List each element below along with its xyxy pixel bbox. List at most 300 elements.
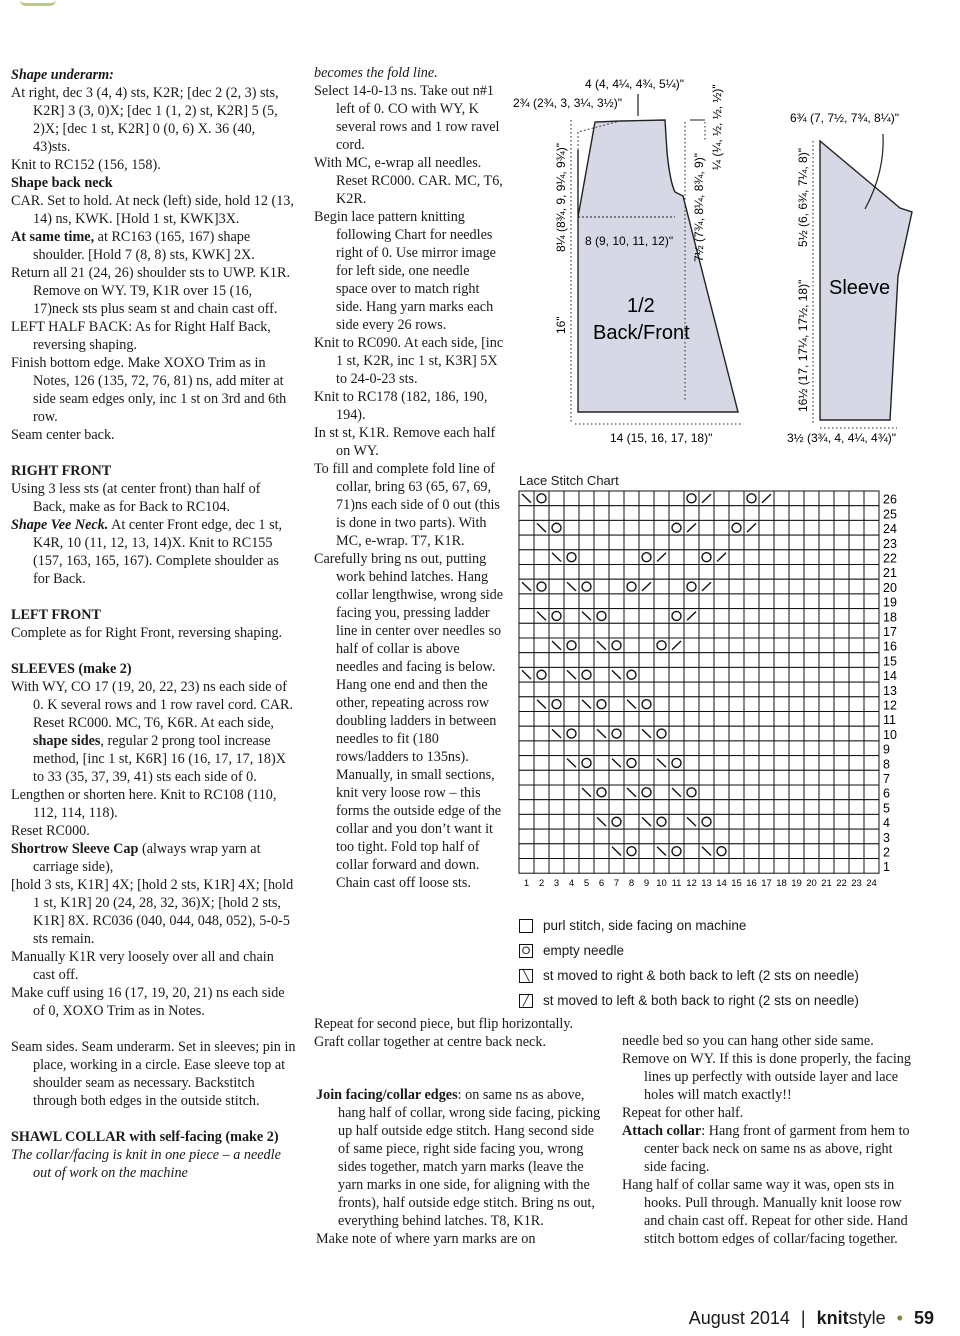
paragraph-text: Begin lace pattern knitting following Chart for needles right of 0. Use mirror image for left side, one needle space over to match right side. Hang yarn marks each side every 26 rows. <box>314 209 496 333</box>
chart-cell <box>789 800 804 815</box>
chart-cell <box>774 814 789 829</box>
col-number: 8 <box>628 878 635 890</box>
chart-cell <box>819 770 834 785</box>
chart-cell <box>744 638 759 653</box>
chart-cell <box>624 520 639 535</box>
chart-cell <box>699 741 714 756</box>
chart-cell <box>684 506 699 521</box>
chart-cell <box>819 535 834 550</box>
chart-cell <box>834 756 849 771</box>
chart-cell <box>579 506 594 521</box>
col-number: 21 <box>821 878 832 890</box>
chart-cell <box>834 682 849 697</box>
chart-cell <box>699 785 714 800</box>
row-number: 12 <box>883 698 897 713</box>
col-number: 1 <box>523 878 530 890</box>
chart-cell <box>804 579 819 594</box>
chart-cell <box>654 682 669 697</box>
chart-cell <box>594 770 609 785</box>
chart-cell <box>849 726 864 741</box>
row-number: 4 <box>883 816 890 831</box>
chart-cell <box>594 594 609 609</box>
row-number: 16 <box>883 639 897 654</box>
brand-bold: knit <box>816 1308 849 1328</box>
paragraph-text: Lengthen or shorten here. Knit to RC108 (110, 112, 114, 118). <box>11 787 277 821</box>
chart-cell <box>744 785 759 800</box>
bold-italic-lead: Shape Vee Neck. <box>11 517 109 533</box>
chart-cell <box>609 579 624 594</box>
chart-cell <box>624 506 639 521</box>
chart-cell <box>759 726 774 741</box>
chart-cell <box>864 712 879 727</box>
chart-cell <box>819 859 834 874</box>
chart-cell <box>654 829 669 844</box>
col-number: 23 <box>851 878 862 890</box>
chart-cell <box>729 800 744 815</box>
chart-cell <box>549 814 564 829</box>
chart-cell <box>699 726 714 741</box>
page-number: 59 <box>913 1308 934 1328</box>
row-number: 11 <box>883 713 896 728</box>
chart-cell <box>579 800 594 815</box>
chart-cell <box>519 741 534 756</box>
chart-cell <box>849 579 864 594</box>
chart-cell <box>594 520 609 535</box>
chart-cell <box>729 712 744 727</box>
chart-cell <box>819 800 834 815</box>
chart-cell <box>534 682 549 697</box>
chart-cell <box>789 770 804 785</box>
chart-cell <box>849 638 864 653</box>
chart-cell <box>534 506 549 521</box>
chart-cell <box>669 491 684 506</box>
chart-cell <box>639 594 654 609</box>
chart-cell <box>684 859 699 874</box>
chart-cell <box>804 535 819 550</box>
chart-cell <box>564 712 579 727</box>
chart-cell <box>534 785 549 800</box>
empty-needle-icon: O <box>519 944 533 958</box>
paragraph-text: With MC, e-wrap all needles. Reset RC000. CAR. MC, T6, K2R. <box>314 155 503 207</box>
paragraph <box>314 64 504 82</box>
chart-cell <box>579 726 594 741</box>
chart-cell <box>654 565 669 580</box>
chart-cell <box>774 550 789 565</box>
chart-cell <box>534 726 549 741</box>
paragraph <box>622 1050 914 1104</box>
chart-cell <box>684 741 699 756</box>
chart-cell <box>549 579 564 594</box>
chart-cell <box>654 741 669 756</box>
chart-cell <box>729 579 744 594</box>
chart-cell <box>864 814 879 829</box>
chart-cell <box>594 579 609 594</box>
row-number: 5 <box>883 801 890 816</box>
chart-cell <box>624 609 639 624</box>
chart-cell <box>684 623 699 638</box>
chart-cell <box>804 638 819 653</box>
chart-cell <box>729 844 744 859</box>
chart-cell <box>804 814 819 829</box>
paragraph <box>11 1110 296 1128</box>
bold-lead: Shortrow Sleeve Cap <box>11 841 139 857</box>
chart-cell <box>714 506 729 521</box>
paragraph-text: Select 14-0-13 ns. Take out n#1 left of 0. CO with WY, K several rows and 1 row ravel cord. <box>314 83 500 153</box>
row-number: 15 <box>883 654 897 669</box>
chart-cell <box>549 859 564 874</box>
row-number: 6 <box>883 786 890 801</box>
text-column-2-continued <box>314 1015 604 1051</box>
chart-cell <box>519 712 534 727</box>
chart-cell <box>699 712 714 727</box>
chart-cell <box>819 829 834 844</box>
paragraph <box>11 984 296 1020</box>
col-number: 15 <box>731 878 742 890</box>
paragraph <box>11 462 296 480</box>
chart-cell <box>639 682 654 697</box>
col-number: 10 <box>656 878 667 890</box>
chart-cell <box>729 697 744 712</box>
col-number: 19 <box>791 878 802 890</box>
bold-inline: shape sides <box>33 733 101 749</box>
paragraph-text: Shape underarm: <box>11 67 114 83</box>
paragraph-text: Seam center back. <box>11 427 115 443</box>
chart-cell <box>834 550 849 565</box>
chart-cell <box>774 770 789 785</box>
chart-cell <box>789 682 804 697</box>
chart-cell <box>714 756 729 771</box>
paragraph <box>622 1176 914 1248</box>
chart-cell <box>609 800 624 815</box>
chart-cell <box>729 859 744 874</box>
chart-cell <box>594 550 609 565</box>
chart-cell <box>579 859 594 874</box>
chart-cell <box>819 638 834 653</box>
row-number: 25 <box>883 507 897 522</box>
chart-cell <box>519 565 534 580</box>
chart-cell <box>849 859 864 874</box>
chart-cell <box>534 814 549 829</box>
chart-cell <box>519 623 534 638</box>
chart-cell <box>624 550 639 565</box>
chart-cell <box>849 506 864 521</box>
chart-cell <box>849 682 864 697</box>
chart-cell <box>519 814 534 829</box>
chart-cell <box>564 506 579 521</box>
paragraph <box>11 588 296 606</box>
chart-cell <box>789 829 804 844</box>
chart-cell <box>774 741 789 756</box>
chart-cell <box>759 623 774 638</box>
paragraph <box>622 1122 914 1176</box>
paragraph <box>11 192 296 228</box>
paragraph-text: : Hang front of garment from hem to center back neck on same ns as above, right side facing. <box>644 1123 910 1175</box>
chart-cell <box>864 859 879 874</box>
chart-cell <box>549 506 564 521</box>
chart-cell <box>759 829 774 844</box>
chart-cell <box>669 859 684 874</box>
chart-cell <box>744 859 759 874</box>
paragraph <box>11 1128 296 1146</box>
chart-cell <box>849 653 864 668</box>
chart-cell <box>564 653 579 668</box>
chart-cell <box>759 741 774 756</box>
chart-cell <box>684 667 699 682</box>
paragraph <box>11 1146 296 1182</box>
chart-cell <box>549 682 564 697</box>
chart-cell <box>609 623 624 638</box>
paragraph <box>11 480 296 516</box>
chart-cell <box>669 741 684 756</box>
chart-cell <box>789 667 804 682</box>
chart-cell <box>744 623 759 638</box>
col-number: 24 <box>866 878 877 890</box>
chart-cell <box>789 785 804 800</box>
chart-cell <box>804 770 819 785</box>
chart-cell <box>534 859 549 874</box>
chart-cell <box>774 829 789 844</box>
chart-cell <box>819 491 834 506</box>
chart-cell <box>699 756 714 771</box>
chart-cell <box>849 829 864 844</box>
chart-cell <box>834 859 849 874</box>
chart-cell <box>714 594 729 609</box>
paragraph <box>314 334 504 388</box>
chart-cell <box>834 726 849 741</box>
paragraph-text: Repeat for other half. <box>622 1105 744 1121</box>
chart-cell <box>639 667 654 682</box>
chart-cell <box>729 594 744 609</box>
chart-cell <box>774 726 789 741</box>
chart-cell <box>579 535 594 550</box>
chart-cell <box>834 653 849 668</box>
chart-cell <box>819 609 834 624</box>
chart-cell <box>534 565 549 580</box>
chart-cell <box>624 814 639 829</box>
chart-cell <box>609 682 624 697</box>
chart-cell <box>669 712 684 727</box>
garment-schematics <box>505 62 955 462</box>
chart-cell <box>684 565 699 580</box>
paragraph <box>314 82 504 154</box>
chart-cell <box>849 844 864 859</box>
row-number: 22 <box>883 551 897 566</box>
chart-cell <box>789 579 804 594</box>
chart-cell <box>714 859 729 874</box>
chart-cell <box>714 697 729 712</box>
chart-cell <box>624 623 639 638</box>
chart-cell <box>624 726 639 741</box>
row-number: 24 <box>883 522 897 537</box>
chart-cell <box>654 712 669 727</box>
bold-lead: Attach collar <box>622 1123 702 1139</box>
paragraph <box>11 264 296 318</box>
row-number: 3 <box>883 830 890 845</box>
chart-cell <box>744 653 759 668</box>
chart-cell <box>789 520 804 535</box>
paragraph <box>314 208 504 334</box>
chart-cell <box>684 594 699 609</box>
paragraph-text: Complete as for Right Front, reversing shaping. <box>11 625 283 641</box>
chart-cell <box>849 756 864 771</box>
paragraph <box>11 174 296 192</box>
chart-cell <box>654 579 669 594</box>
chart-cell <box>864 638 879 653</box>
chart-cell <box>564 594 579 609</box>
chart-cell <box>564 697 579 712</box>
paragraph-text: Hang half of collar same way it was, open sts in hooks. Pull through. Manually knit loose row and chain cast off. Repeat for other side. Hand stitch bottom edges of collar/facing together. <box>622 1177 908 1247</box>
paragraph <box>11 1020 296 1038</box>
chart-cell <box>804 697 819 712</box>
chart-cell <box>654 594 669 609</box>
chart-cell <box>609 859 624 874</box>
chart-cell <box>729 491 744 506</box>
chart-cell <box>714 800 729 815</box>
row-number: 1 <box>883 860 890 875</box>
chart-cell <box>819 623 834 638</box>
chart-cell <box>519 800 534 815</box>
chart-cell <box>714 579 729 594</box>
chart-cell <box>864 697 879 712</box>
chart-cell <box>549 756 564 771</box>
chart-cell <box>804 859 819 874</box>
chart-cell <box>549 800 564 815</box>
chart-cell <box>834 814 849 829</box>
paragraph <box>11 84 296 156</box>
chart-cell <box>789 506 804 521</box>
chart-cell <box>594 844 609 859</box>
chart-cell <box>519 726 534 741</box>
legend-text: st moved to left & both back to right (2 sts on needle) <box>543 993 859 1008</box>
chart-cell <box>789 697 804 712</box>
paragraph <box>11 624 296 642</box>
chart-cell <box>864 844 879 859</box>
chart-cell <box>819 653 834 668</box>
chart-cell <box>864 770 879 785</box>
chart-cell <box>639 844 654 859</box>
chart-cell <box>849 697 864 712</box>
chart-cell <box>579 844 594 859</box>
chart-cell <box>849 770 864 785</box>
chart-cell <box>834 609 849 624</box>
chart-cell <box>594 623 609 638</box>
chart-cell <box>579 550 594 565</box>
chart-cell <box>564 800 579 815</box>
chart-cell <box>579 770 594 785</box>
col-number: 22 <box>836 878 847 890</box>
paragraph <box>11 66 296 84</box>
chart-cell <box>609 609 624 624</box>
chart-cell <box>519 506 534 521</box>
footer-bullet: • <box>896 1308 903 1328</box>
chart-cell <box>834 829 849 844</box>
paragraph-text: Using 3 less sts (at center front) than half of Back, make as for Back to RC104. <box>11 481 261 515</box>
chart-cell <box>624 535 639 550</box>
chart-cell <box>759 638 774 653</box>
chart-cell <box>624 859 639 874</box>
row-number: 13 <box>883 683 897 698</box>
chart-cell <box>804 520 819 535</box>
chart-cell <box>624 565 639 580</box>
paragraph <box>314 1015 604 1033</box>
paragraph <box>11 516 296 588</box>
chart-cell <box>579 814 594 829</box>
chart-cell <box>774 594 789 609</box>
chart-cell <box>579 682 594 697</box>
chart-cell <box>789 565 804 580</box>
chart-cell <box>729 653 744 668</box>
paragraph <box>314 1033 604 1051</box>
chart-cell <box>834 712 849 727</box>
paragraph-text: At right, dec 3 (4, 4) sts, K2R; [dec 2 (2, 3) sts, K2R] 3 (3, 0)X; [dec 1 (1, 2) st, K2R] 5 (5, 2)X; [dec 1 st, K2R] 0 (0, 6) X. 36 (40, 43)sts. <box>11 85 279 155</box>
paragraph-text: Finish bottom edge. Make XOXO Trim as in Notes, 126 (135, 72, 76, 81) ns, add miter at side seam edges only, inc 1 st on 3rd and 6th row. <box>11 355 287 425</box>
chart-cell <box>849 491 864 506</box>
chart-cell <box>744 579 759 594</box>
chart-cell <box>684 535 699 550</box>
chart-cell <box>594 800 609 815</box>
chart-cell <box>714 609 729 624</box>
col-number: 14 <box>716 878 727 890</box>
chart-cell <box>564 609 579 624</box>
chart-cell <box>684 638 699 653</box>
paragraph-text: Manually K1R very loosely over all and chain cast off. <box>11 949 274 983</box>
chart-cell <box>864 520 879 535</box>
chart-cell <box>789 594 804 609</box>
paragraph-text: LEFT HALF BACK: As for Right Half Back, reversing shaping. <box>11 319 271 353</box>
chart-cell <box>609 697 624 712</box>
chart-cell <box>819 741 834 756</box>
chart-cell <box>639 638 654 653</box>
col-number: 5 <box>583 878 590 890</box>
chart-cell <box>609 594 624 609</box>
chart-cell <box>759 506 774 521</box>
chart-cell <box>864 565 879 580</box>
chart-cell <box>534 844 549 859</box>
chart-cell <box>564 814 579 829</box>
row-number: 10 <box>883 727 897 742</box>
chart-cell <box>819 579 834 594</box>
chart-cell <box>534 623 549 638</box>
lace-chart-grid <box>518 490 938 900</box>
chart-cell <box>744 741 759 756</box>
chart-cell <box>699 829 714 844</box>
col-number: 7 <box>613 878 620 890</box>
chart-cell <box>789 712 804 727</box>
paragraph-text: Graft collar together at centre back neck. <box>314 1034 546 1050</box>
chart-cell <box>759 814 774 829</box>
chart-cell <box>549 565 564 580</box>
row-number: 14 <box>883 669 897 684</box>
chart-cell <box>699 623 714 638</box>
chart-cell <box>819 756 834 771</box>
lace-stitch-chart <box>518 490 938 905</box>
chart-cell <box>744 667 759 682</box>
chart-cell <box>549 741 564 756</box>
col-number: 6 <box>598 878 605 890</box>
chart-cell <box>549 785 564 800</box>
chart-cell <box>759 565 774 580</box>
chart-cell <box>669 667 684 682</box>
chart-cell <box>579 829 594 844</box>
chart-cell <box>624 712 639 727</box>
chart-cell <box>609 741 624 756</box>
col-number: 16 <box>746 878 757 890</box>
chart-cell <box>774 491 789 506</box>
chart-cell <box>789 859 804 874</box>
chart-cell <box>684 770 699 785</box>
paragraph <box>11 354 296 426</box>
chart-cell <box>729 535 744 550</box>
